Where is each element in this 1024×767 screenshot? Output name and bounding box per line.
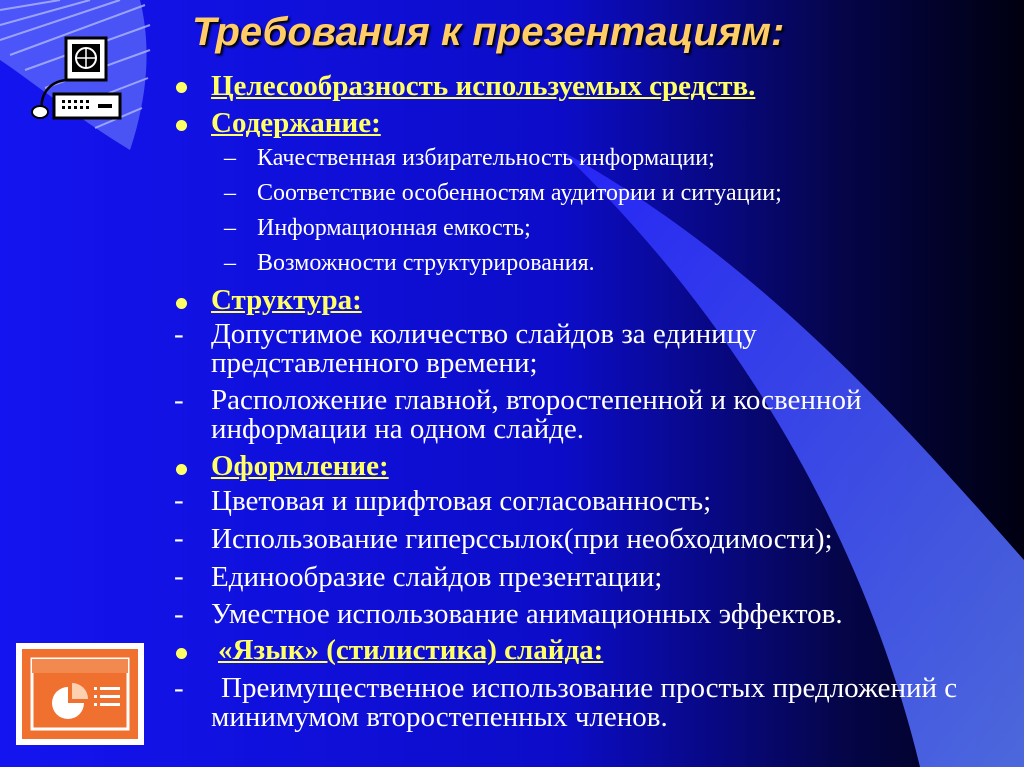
point-text: Преимущественное использование простых предложений с минимумом второстепенных членов. <box>211 672 958 733</box>
dash-marker: - <box>174 318 184 350</box>
point-text: Использование гиперссылок(при необходимости); <box>211 523 833 555</box>
bullet-icon <box>176 82 187 93</box>
item-heading: Целесообразность используемых средств. <box>211 70 756 102</box>
dash-marker: – <box>224 215 236 241</box>
bullet-icon <box>176 298 187 309</box>
dash-marker: - <box>174 484 184 516</box>
point-text: Расположение главной, второстепенной и косвенной информации на одном слайде. <box>211 384 862 445</box>
sub-item: Соответствие особенностям аудитории и ситуации; <box>257 180 782 206</box>
item-heading: «Язык» (стилистика) слайда: <box>218 634 604 666</box>
sub-item: Возможности структурирования. <box>257 250 595 276</box>
point-text: Цветовая и шрифтовая согласованность; <box>211 485 712 517</box>
dash-marker: - <box>174 384 184 416</box>
bullet-icon <box>176 648 187 659</box>
point-text: Единообразие слайдов презентации; <box>211 561 663 593</box>
dash-marker: - <box>174 672 184 704</box>
bullet-icon <box>176 120 187 131</box>
item-heading: Содержание: <box>211 107 381 139</box>
bullet-icon <box>176 464 187 475</box>
page-title: Требования к презентациям: <box>192 10 785 54</box>
dash-marker: – <box>224 145 236 171</box>
presentation-icon <box>16 643 144 745</box>
dash-marker: – <box>224 180 236 206</box>
dash-marker: - <box>174 560 184 592</box>
dash-marker: - <box>174 598 184 630</box>
dash-marker: – <box>224 250 236 276</box>
computer-icon <box>28 36 124 122</box>
sub-item: Информационная емкость; <box>257 215 531 241</box>
item-heading: Структура: <box>211 284 362 316</box>
point-text: Уместное использование анимационных эффектов. <box>211 598 843 630</box>
dash-marker: - <box>174 522 184 554</box>
point-text: Допустимое количество слайдов за единицу представленного времени; <box>211 318 757 379</box>
sub-item: Качественная избирательность информации; <box>257 145 715 171</box>
item-heading: Оформление: <box>211 450 389 482</box>
